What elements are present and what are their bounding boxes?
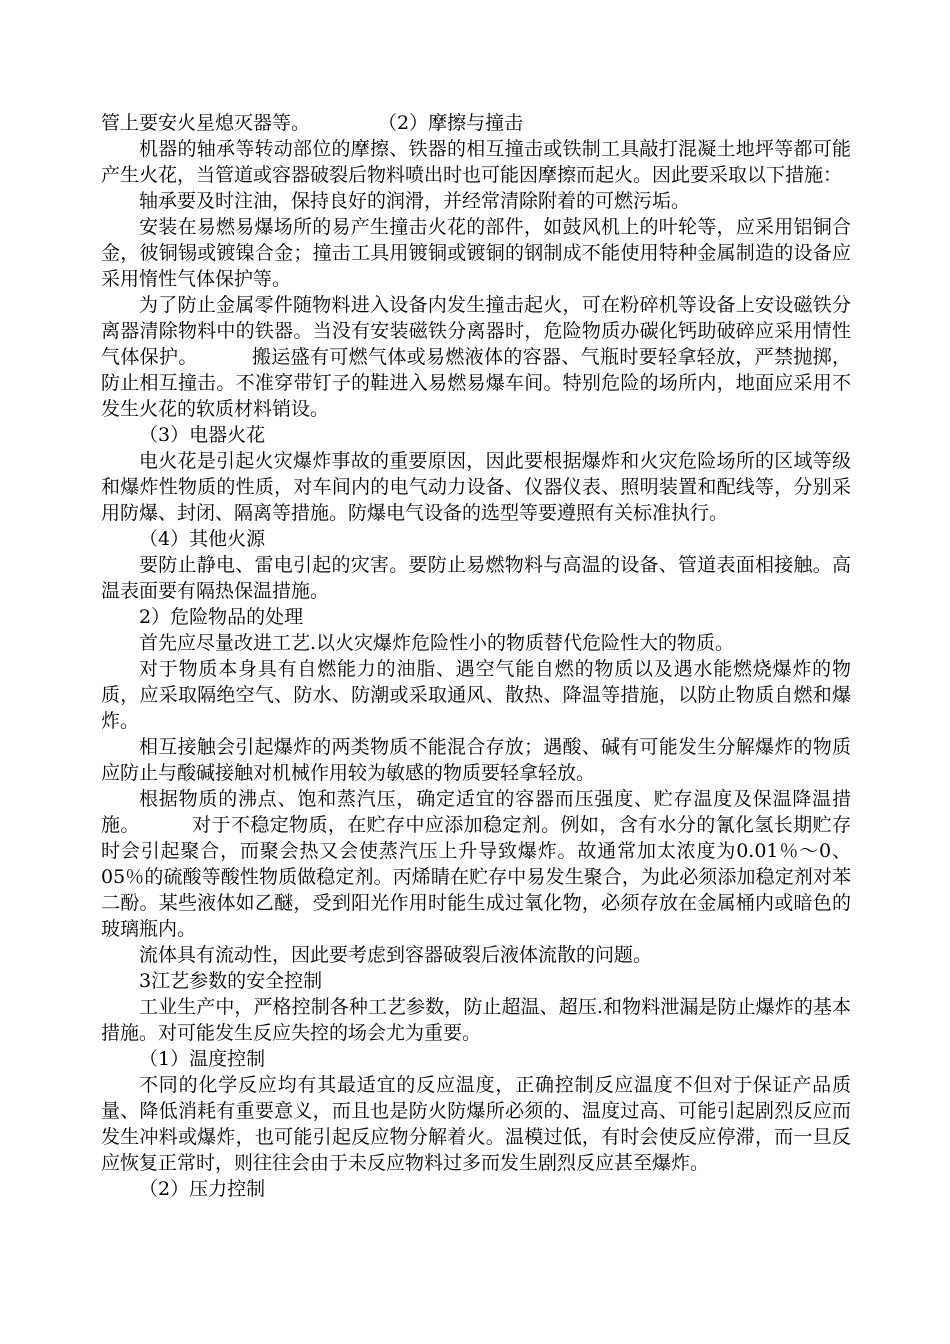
text-span: 搬运盛有可燃气体或易燃液体的容器、气瓶时要轻拿轻放，严禁抛掷，防止相互撞击。不准穿带钉子的鞋进入易燃易爆车间。特别危险的场所内，地面应采用不发生火花的软质材料销设。 bbox=[101, 346, 851, 420]
paragraph-temperature: 不同的化学反应均有其最适宜的反应温度，正确控制反应温度不但对于保证产品质量、降低消耗有重要意义，而且也是防火防爆所必须的、温度过高、可能引起剧烈反应而发生冲料或爆炸，也可能引起反应物分解着火。温模过低，有时会使反应停滞，而一旦反应恢复正常时，则往往会由于未反应物料过多而发生剧烈反应甚至爆炸。 bbox=[101, 1074, 851, 1174]
paragraph-selfignite: 对于物质本身具有自燃能力的油脂、遇空气能自燃的物质以及遇水能燃烧爆炸的物质，应采取隔绝空气、防水、防潮或采取通风、散热、降温等措施，以防止物质自燃和爆炸。 bbox=[101, 658, 851, 732]
paragraph-mixing: 相互接触会引起爆炸的两类物质不能混合存放；遇酸、碱有可能发生分解爆炸的物质应防止与酸碱接触对机械作用较为敏感的物质要轻拿轻放。 bbox=[101, 736, 851, 784]
paragraph-bearing: 轴承要及时注油，保持良好的润滑，并经常清除附着的可燃污垢。 bbox=[139, 190, 691, 212]
paragraph-static: 要防止静电、雷电引起的灾害。要防止易燃物料与高温的设备、管道表面相接触。高温表面要有隔热保温措施。 bbox=[101, 554, 851, 602]
section-heading-electric: （3）电器火花 bbox=[139, 424, 266, 446]
section-heading-temperature: （1）温度控制 bbox=[139, 1048, 266, 1070]
paragraph-friction: 机器的轴承等转动部位的摩擦、铁器的相互撞击或铁制工具敲打混凝土地坪等都可能产生火花，当管道或容器破裂后物料喷出时也可能因摩擦而起火。因此要采取以下措施： bbox=[101, 138, 851, 186]
paragraph-electric: 电火花是引起火灾爆炸事故的重要原因，因此要根据爆炸和火灾危险场所的区域等级和爆炸性物质的性质，对车间内的电气动力设备、仪器仪表、照明装置和配线等，分别采用防爆、封闭、隔离等措施。防爆电气设备的选型等要遵照有关标准执行。 bbox=[101, 450, 851, 524]
paragraph-magnet bbox=[101, 292, 851, 422]
section-heading-friction: （2）摩擦与撞击 bbox=[378, 112, 524, 134]
text-span: 管上要安火星熄灭器等。 bbox=[101, 112, 311, 134]
section-heading-dangerous: 2）危险物品的处理 bbox=[139, 606, 304, 628]
paragraph-fluid: 流体具有流动性，因此要考虑到容器破裂后液体流散的问题。 bbox=[139, 944, 653, 966]
paragraph-improve: 首先应尽量改进工艺.以火灾爆炸危险性小的物质替代危险性大的物质。 bbox=[139, 632, 735, 654]
text-span: 根据物质的沸点、饱和蒸汽压，确定适宜的容器而压强度、贮存温度及保温降温措施。 bbox=[101, 788, 851, 836]
paragraph-install: 安装在易燃易爆场所的易产生撞击火花的部件，如鼓风机上的叶轮等，应采用铝铜合金，彼铜锡或镀镍合金；撞击工具用镀铜或镀铜的钢制成不能使用特种金属制造的设备应采用惰性气体保护等。 bbox=[101, 216, 851, 290]
section-heading-pressure: （2）压力控制 bbox=[139, 1178, 266, 1200]
text-span: 对于不稳定物质，在贮存中应添加稳定剂。例如，含有水分的氰化氢长期贮存时会引起聚合，而聚会热又会使蒸汽压上升导致爆炸。故通常加太浓度为0.01％～0、05％的硫酸等酸性物质做稳定剂。丙烯睛在贮存中易发生聚合，为此必须添加稳定剂对苯二酚。某些液体如乙醚，受到阳光作用时能生成过氧化物，必须存放在金属桶内或暗色的玻璃瓶内。 bbox=[101, 814, 851, 940]
paragraph-boiling bbox=[101, 786, 851, 942]
section-heading-other: （4）其他火源 bbox=[139, 528, 266, 550]
paragraph-intro bbox=[101, 110, 851, 136]
text-span: 为了防止金属零件随物料进入设备内发生撞击起火，可在粉碎机等设备上安设磁铁分离器清除物料中的铁器。当没有安装磁铁分离器时，危险物质办碳化钙助破碎应采用情性气体保护。 bbox=[101, 294, 851, 368]
paragraph-industry: 工业生产中，严格控制各种工艺参数，防止超温、超压.和物料泄漏是防止爆炸的基本措施。对可能发生反应失控的场会尤为重要。 bbox=[101, 996, 851, 1044]
document-body bbox=[101, 110, 851, 1202]
section-heading-process: 3江艺参数的安全控制 bbox=[139, 970, 323, 992]
